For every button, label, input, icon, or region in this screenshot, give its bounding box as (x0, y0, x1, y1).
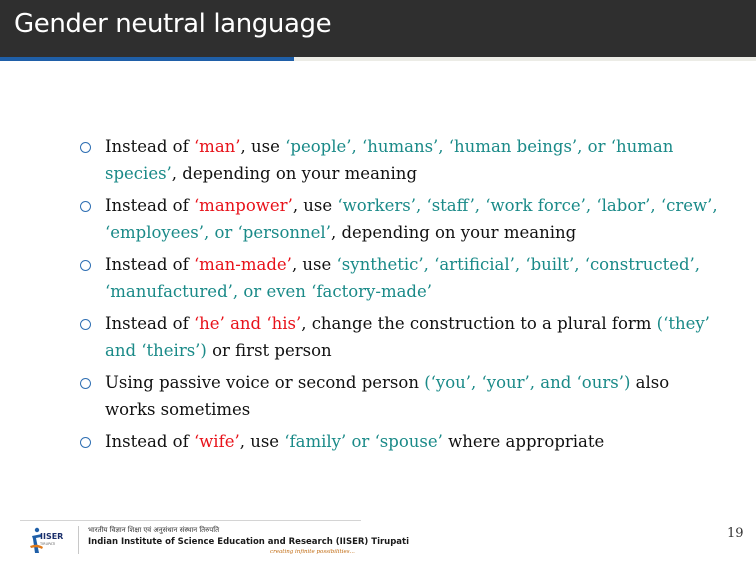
institute-name-hindi: भारतीय विज्ञान शिक्षा एवं अनुसंधान संस्थान तिरुपति (88, 526, 220, 534)
institute-name: Indian Institute of Science Education and Research (IISER) Tirupati (88, 537, 410, 547)
footer-divider (20, 520, 361, 521)
text-run: , use (291, 255, 337, 274)
bullet-circle-icon (80, 378, 91, 389)
text-run: , depending on your meaning (171, 163, 418, 183)
bullet-text (105, 432, 604, 451)
text-run: , change the construction to a plural form (301, 314, 657, 333)
text-run: Instead of (105, 314, 194, 333)
bullet-circle-icon (80, 437, 91, 448)
bullet-circle-icon (80, 260, 91, 271)
logo-subtext: TIRUPATI (40, 542, 56, 546)
text-run: , use (240, 137, 286, 156)
text-run: or first person (206, 340, 332, 360)
iiser-logo-icon (30, 526, 74, 556)
highlight-red: ‘man-made’ (193, 255, 292, 274)
logo-divider (78, 526, 79, 554)
bullet-item (78, 370, 718, 423)
title-bar (0, 0, 756, 57)
text-run: Instead of (105, 432, 194, 451)
text-run: where appropriate (442, 432, 605, 451)
bullet-circle-icon (80, 142, 91, 153)
bullet-text (105, 196, 718, 242)
text-run: Instead of (105, 255, 194, 274)
bullet-list (78, 134, 718, 462)
highlight-teal: ‘workers’, ‘staff’, ‘work force’, ‘labor’, ‘crew’, ‘employees’, or ‘personnel’ (105, 196, 718, 242)
page-number: 19 (727, 526, 744, 541)
text-run: , use (239, 432, 285, 451)
accent-bar-light (294, 57, 756, 61)
highlight-red: ‘wife’ (193, 432, 240, 451)
highlight-teal: ‘people’, ‘humans’, ‘human beings’, or ‘human species’ (105, 137, 674, 183)
highlight-red: ‘man’ (193, 137, 241, 156)
bullet-item (78, 429, 718, 456)
highlight-teal: ‘synthetic’, ‘artificial’, ‘built’, ‘constructed’, ‘manufactured’, or even ‘factory-made’ (105, 255, 701, 301)
bullet-item (78, 193, 718, 246)
bullet-item (78, 311, 718, 364)
text-run: also works sometimes (105, 373, 670, 419)
bullet-text (105, 314, 710, 360)
institute-tagline: creating infinite possibilities... (270, 549, 355, 555)
highlight-teal: (‘you’, ‘your’, and ‘ours’) (424, 373, 631, 392)
bullet-text (105, 255, 700, 301)
text-run: Using passive voice or second person (105, 373, 425, 392)
text-run: Instead of (105, 196, 194, 215)
bullet-text (105, 373, 669, 419)
text-run: , depending on your meaning (330, 222, 577, 242)
highlight-red: ‘he’ and ‘his’ (193, 314, 302, 333)
logo-text: IISER (40, 532, 64, 541)
highlight-teal: ‘family’ or ‘spouse’ (284, 432, 443, 451)
text-run: Instead of (105, 137, 194, 156)
slide-title: Gender neutral language (14, 9, 332, 39)
accent-bar (0, 57, 294, 61)
highlight-teal: (‘they’ and ‘theirs’) (105, 314, 710, 360)
bullet-circle-icon (80, 201, 91, 212)
bullet-item (78, 134, 718, 187)
highlight-red: ‘manpower’ (193, 196, 293, 215)
bullet-item (78, 252, 718, 305)
bullet-circle-icon (80, 319, 91, 330)
bullet-text (105, 137, 673, 183)
text-run: , use (292, 196, 338, 215)
